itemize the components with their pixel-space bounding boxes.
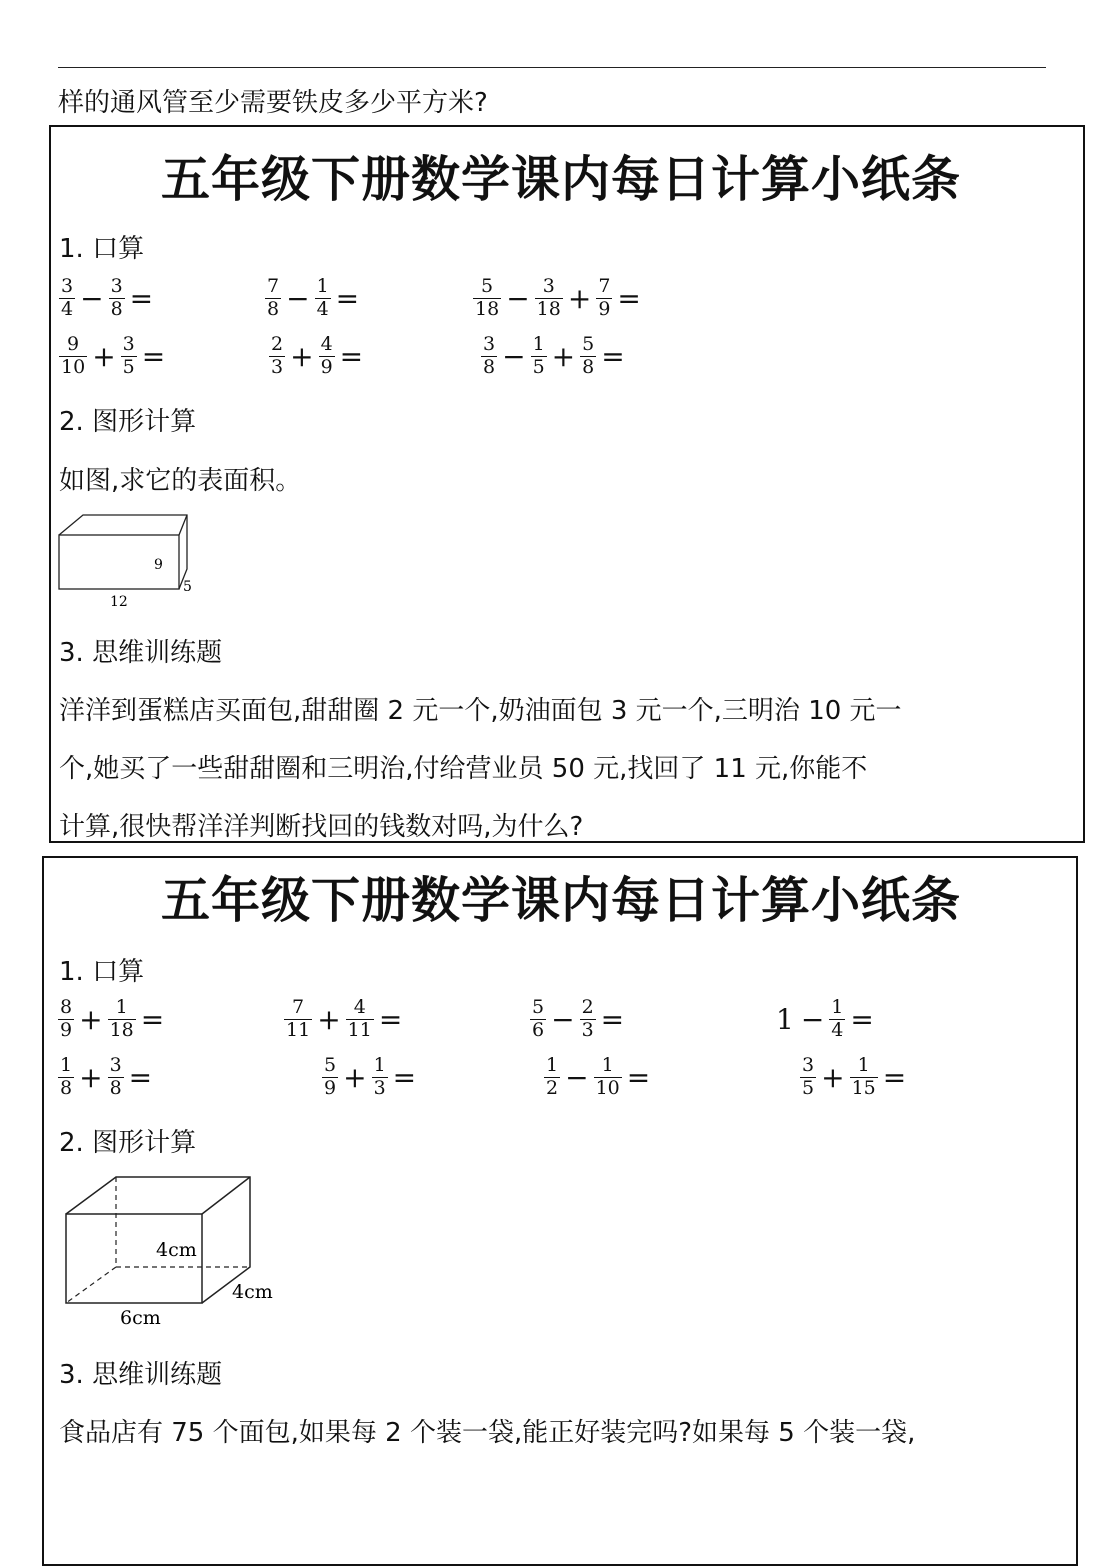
numerator: 4 [353,996,366,1018]
fraction [269,335,285,378]
expression [320,1056,419,1099]
operator: − [502,339,526,373]
dim-height: 4cm [156,1239,197,1261]
operator: + [317,1002,341,1036]
denominator: 9 [598,297,611,320]
top-rule [58,67,1046,68]
numerator: 1 [373,1054,386,1076]
fraction [594,1056,622,1099]
fraction [315,277,331,320]
equals-sign: = [601,339,625,373]
operator: − [800,1002,825,1036]
denominator: 11 [347,1018,372,1041]
operator: − [565,1060,589,1094]
operator: + [567,281,592,315]
denominator: 18 [536,297,561,320]
dim-length: 12 [110,594,128,610]
expression [267,335,366,378]
denominator: 8 [582,355,595,378]
figure-prompt: 如图,求它的表面积。 [59,466,302,496]
equals-sign: = [617,281,641,315]
operator: − [506,281,530,315]
fraction [596,277,612,320]
denominator: 4 [61,297,74,320]
section-figure-calc: 2. 图形计算 [59,1128,197,1158]
numerator: 3 [542,275,555,297]
problem-line-1: 洋洋到蛋糕店买面包,甜甜圈 2 元一个,奶油面包 3 元一个,三明治 10 元一 [59,696,902,726]
expression [479,335,628,378]
problem-line-2: 个,她买了一些甜甜圈和三明治,付给营业员 50 元,找回了 11 元,你能不 [59,754,868,784]
expression [56,998,167,1041]
numerator: 8 [60,996,73,1018]
fraction [829,998,845,1041]
numerator: 1 [316,275,329,297]
dim-width: 5 [183,579,192,595]
equals-sign: = [392,1060,417,1094]
equals-sign: = [339,339,364,373]
numerator: 2 [581,996,594,1018]
fraction [121,335,137,378]
fraction [535,277,563,320]
equals-sign: = [128,1060,153,1094]
denominator: 9 [324,1076,337,1099]
numerator: 5 [582,333,595,355]
operator: + [79,1002,103,1036]
numerator: 3 [802,1054,815,1076]
expression [57,277,156,320]
fraction [346,998,374,1041]
fraction [531,335,547,378]
numerator: 3 [122,333,135,355]
expression [772,998,877,1041]
numerator: 1 [857,1054,870,1076]
operator: − [286,281,310,315]
equals-sign: = [850,1002,874,1036]
operator: + [821,1060,845,1094]
denominator: 8 [109,1076,122,1099]
denominator: 10 [595,1076,620,1099]
fraction [481,335,497,378]
equals-sign: = [140,1002,165,1036]
expression [282,998,405,1041]
denominator: 4 [831,1018,844,1041]
worksheet-card-1 [49,125,1085,843]
fraction [580,998,596,1041]
denominator: 5 [532,355,545,378]
fraction [580,335,596,378]
fraction [265,277,281,320]
numerator: 4 [320,333,333,355]
numerator: 7 [598,275,611,297]
fraction [109,277,125,320]
equals-sign: = [129,281,154,315]
equals-sign: = [882,1060,907,1094]
fraction [544,1056,560,1099]
numerator: 3 [483,333,496,355]
numerator: 1 [532,333,545,355]
expression [471,277,644,320]
continuation-text: 样的通风管至少需要铁皮多少平方米? [58,88,488,118]
denominator: 5 [122,355,135,378]
denominator: 11 [286,1018,311,1041]
fraction [59,277,75,320]
equals-sign: = [378,1002,403,1036]
numerator: 3 [109,1054,122,1076]
numerator: 2 [271,333,284,355]
expression [56,1056,155,1099]
numerator: 5 [324,1054,337,1076]
operator: − [551,1002,575,1036]
dim-height: 9 [154,557,163,573]
card-title: 五年级下册数学课内每日计算小纸条 [161,150,962,208]
fraction [108,998,136,1041]
numerator: 1 [115,996,128,1018]
numerator: 1 [601,1054,614,1076]
denominator: 18 [109,1018,134,1041]
denominator: 18 [475,297,500,320]
fraction [322,1056,338,1099]
numerator: 5 [532,996,545,1018]
cuboid-figure [55,511,205,611]
numerator: 9 [67,333,80,355]
fraction [58,998,74,1041]
denominator: 9 [320,355,333,378]
equals-sign: = [141,339,166,373]
fraction [284,998,312,1041]
numerator: 7 [292,996,305,1018]
fraction [108,1056,124,1099]
denominator: 8 [60,1076,73,1099]
section-figure-calc: 2. 图形计算 [59,407,197,437]
worksheet-card-2 [42,856,1078,1566]
expression [57,335,168,378]
numerator: 1 [831,996,844,1018]
cuboid-figure [60,1170,290,1330]
denominator: 8 [267,297,280,320]
expression [263,277,362,320]
numerator: 7 [267,275,280,297]
section-thinking: 3. 思维训练题 [59,1360,223,1390]
equals-sign: = [335,281,360,315]
denominator: 8 [483,355,496,378]
operator: + [79,1060,103,1094]
operator: + [551,339,576,373]
fraction [530,998,546,1041]
problem-line-3: 计算,很快帮洋洋判断找回的钱数对吗,为什么? [59,812,584,842]
operator: + [92,339,116,373]
fraction [59,335,87,378]
fraction [850,1056,878,1099]
denominator: 9 [60,1018,73,1041]
numerator: 1 [546,1054,559,1076]
numerator: 1 [60,1054,73,1076]
denominator: 15 [851,1076,876,1099]
numerator: 3 [110,275,123,297]
dim-length: 6cm [120,1307,161,1329]
numerator: 3 [61,275,74,297]
operator: + [343,1060,367,1094]
expression [798,1056,909,1099]
expression [528,998,627,1041]
whole-number: 1 [776,1002,794,1036]
operator: + [290,339,314,373]
equals-sign: = [600,1002,625,1036]
section-oral-calc: 1. 口算 [59,234,145,264]
operator: − [80,281,104,315]
denominator: 6 [532,1018,545,1041]
denominator: 10 [61,355,86,378]
section-thinking: 3. 思维训练题 [59,638,223,668]
fraction [800,1056,816,1099]
numerator: 5 [481,275,494,297]
fraction [372,1056,388,1099]
card-title: 五年级下册数学课内每日计算小纸条 [161,871,962,929]
expression [542,1056,653,1099]
denominator: 3 [271,355,284,378]
equals-sign: = [626,1060,651,1094]
section-oral-calc: 1. 口算 [59,957,145,987]
denominator: 3 [581,1018,594,1041]
denominator: 3 [373,1076,386,1099]
fraction [319,335,335,378]
dim-width: 4cm [232,1281,273,1303]
denominator: 4 [316,297,329,320]
denominator: 2 [546,1076,559,1099]
fraction [473,277,501,320]
fraction [58,1056,74,1099]
problem-line-1: 食品店有 75 个面包,如果每 2 个装一袋,能正好装完吗?如果每 5 个装一袋, [59,1418,916,1448]
denominator: 5 [802,1076,815,1099]
denominator: 8 [110,297,123,320]
